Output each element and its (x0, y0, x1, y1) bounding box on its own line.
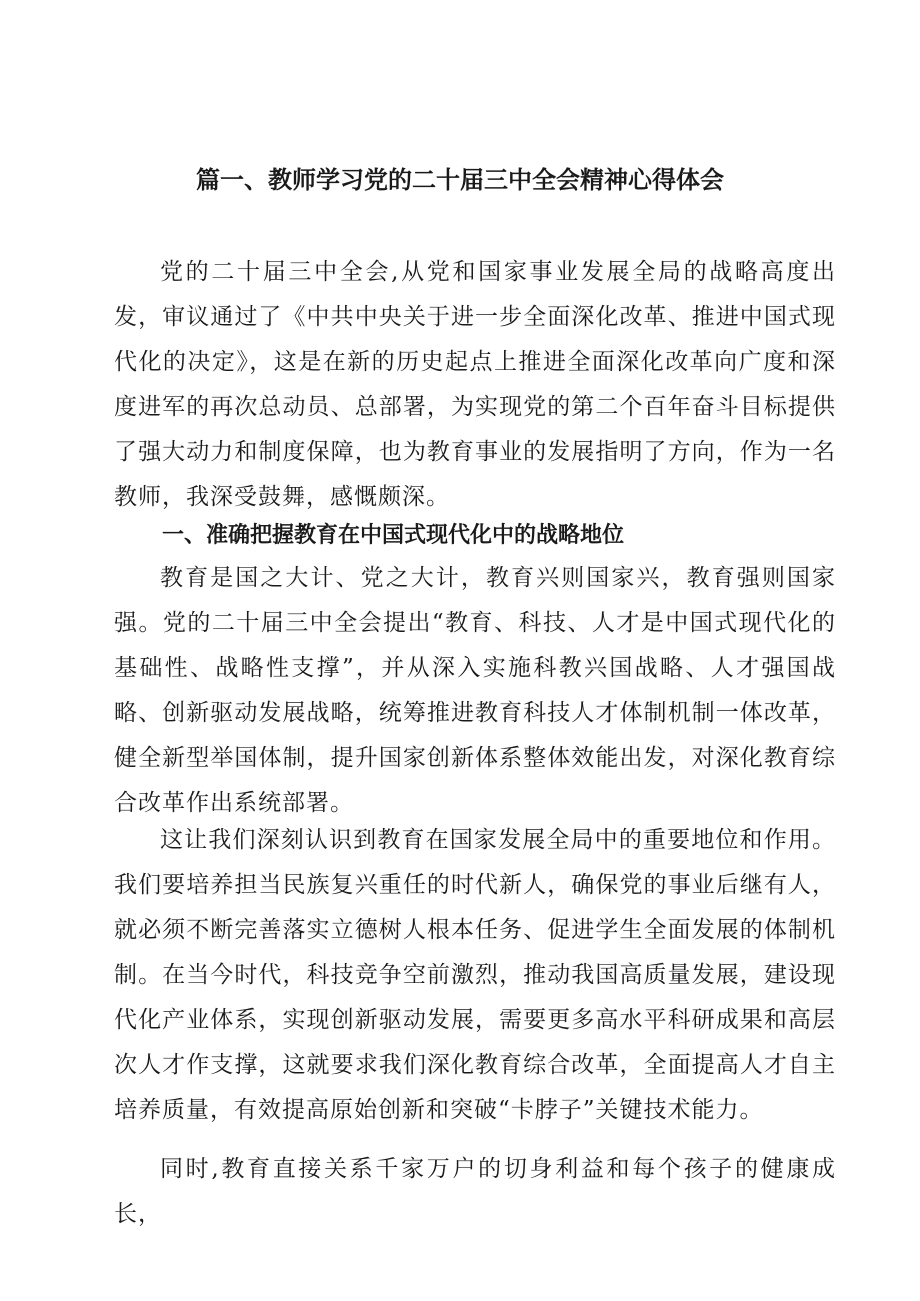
intro-paragraph: 党的二十届三中全会,从党和国家事业发展全局的战略高度出发，审议通过了《中共中央关于进一步全面深化改革、推进中国式现代化的决定》，这是在新的历史起点上推进全面深化改革向广度和深度进军的再次总动员、总部署，为实现党的第二个百年奋斗目标提供了强大动力和制度保障，也为教育事业的发展指明了方向，作为一名教师，我深受鼓舞，感慨颇深。 (114, 259, 836, 510)
body-paragraph-1: 教育是国之大计、党之大计，教育兴则国家兴，教育强则国家强。党的二十届三中全会提出“教育、科技、人才是中国式现代化的基础性、战略性支撑”，并从深入实施科教兴国战略、人才强国战略、创新驱动发展战略，统筹推进教育科技人才体制机制一体改革，健全新型举国体制，提升国家创新体系整体效能出发，对深化教育综合改革作出系统部署。 (114, 565, 836, 816)
section-heading: 一、准确把握教育在中国式现代化中的战略地位 (162, 523, 625, 548)
body-paragraph-2: 这让我们深刻认识到教育在国家发展全局中的重要地位和作用。我们要培养担当民族复兴重任的时代新人，确保党的事业后继有人，就必须不断完善落实立德树人根本任务、促进学生全面发展的体制机制。在当今时代，科技竞争空前激烈，推动我国高质量发展，建设现代化产业体系，实现创新驱动发展，需要更多高水平科研成果和高层次人才作支撑，这就要求我们深化教育综合改革，全面提高人才自主培养质量，有效提高原始创新和突破“卡脖子”关键技术能力。 (114, 827, 836, 1123)
document-title: 篇一、教师学习党的二十届三中全会精神心得体会 (196, 166, 724, 194)
body-paragraph-3: 同时,教育直接关系千家万户的切身利益和每个孩子的健康成长， (114, 1156, 836, 1227)
